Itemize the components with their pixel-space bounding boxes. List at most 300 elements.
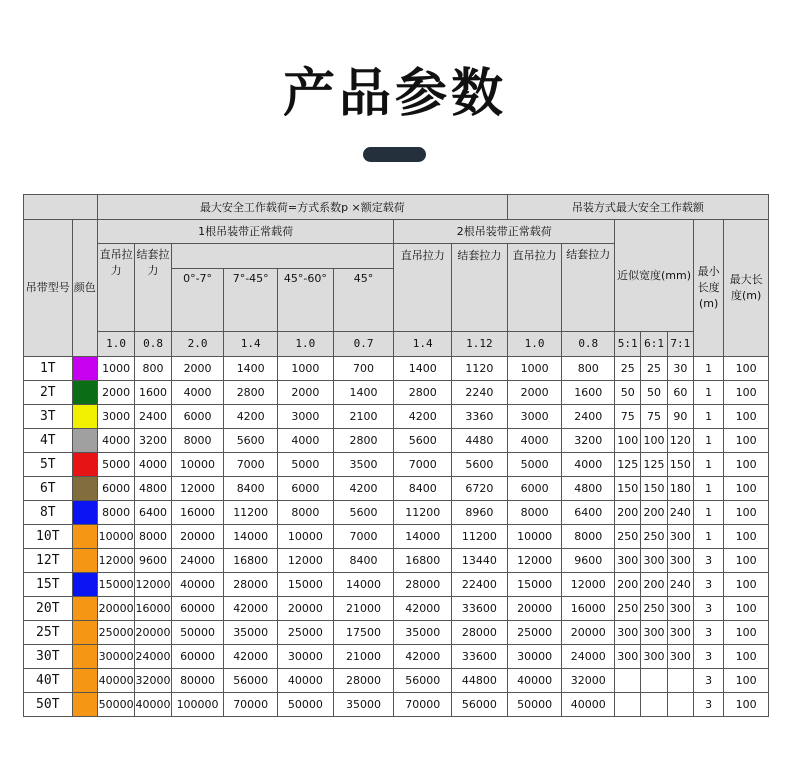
value-cell: 1 — [694, 452, 724, 476]
value-cell: 33600 — [452, 644, 508, 668]
value-cell: 240 — [667, 572, 693, 596]
value-cell: 21000 — [333, 596, 394, 620]
value-cell: 10000 — [97, 524, 134, 548]
value-cell: 8000 — [171, 428, 224, 452]
wll-formula-header: 最大安全工作载荷=方式系数p ×额定载荷 — [97, 195, 507, 220]
value-cell: 2240 — [452, 380, 508, 404]
value-cell: 10000 — [278, 524, 334, 548]
value-cell: 50 — [615, 380, 641, 404]
straight-pull-header-2: 直吊拉力 — [394, 244, 452, 332]
color-swatch — [72, 404, 97, 428]
value-cell: 300 — [667, 644, 693, 668]
value-cell: 30 — [667, 356, 693, 380]
table-row — [24, 428, 769, 452]
choke-pull-header-1: 结套拉力 — [135, 244, 171, 332]
value-cell: 300 — [641, 644, 667, 668]
value-cell: 20000 — [507, 596, 562, 620]
value-cell: 25000 — [97, 620, 134, 644]
value-cell: 100 — [724, 380, 769, 404]
value-cell: 4000 — [507, 428, 562, 452]
angle-header-0-7: 0°-7° — [171, 268, 224, 331]
value-cell: 10000 — [507, 524, 562, 548]
value-cell: 1000 — [278, 356, 334, 380]
value-cell: 4000 — [97, 428, 134, 452]
value-cell: 2800 — [224, 380, 278, 404]
value-cell: 1 — [694, 356, 724, 380]
color-header: 颜色 — [72, 219, 97, 356]
value-cell: 44800 — [452, 668, 508, 692]
value-cell: 40000 — [507, 668, 562, 692]
double-sling-header: 2根吊装带正常载荷 — [394, 219, 615, 244]
ratio-cell: 7:1 — [667, 331, 693, 356]
value-cell: 200 — [641, 572, 667, 596]
table-row — [24, 452, 769, 476]
value-cell: 2100 — [333, 404, 394, 428]
factor-cell: 1.0 — [507, 331, 562, 356]
value-cell: 12000 — [135, 572, 171, 596]
value-cell: 12000 — [97, 548, 134, 572]
model-cell: 2T — [24, 380, 73, 404]
angle-header-45-60: 45°-60° — [278, 268, 334, 331]
value-cell: 300 — [667, 620, 693, 644]
value-cell: 16000 — [171, 500, 224, 524]
spec-table — [23, 194, 769, 717]
value-cell: 50000 — [278, 692, 334, 716]
value-cell: 20000 — [97, 596, 134, 620]
value-cell: 28000 — [394, 572, 452, 596]
value-cell: 9600 — [562, 548, 615, 572]
value-cell: 1 — [694, 380, 724, 404]
value-cell: 32000 — [562, 668, 615, 692]
wll-method-header: 吊装方式最大安全工作载额 — [507, 195, 768, 220]
value-cell: 3 — [694, 692, 724, 716]
value-cell: 1120 — [452, 356, 508, 380]
value-cell: 3000 — [278, 404, 334, 428]
value-cell: 40000 — [171, 572, 224, 596]
angle-header-45: 45° — [333, 268, 394, 331]
value-cell: 1 — [694, 428, 724, 452]
value-cell: 40000 — [97, 668, 134, 692]
factor-cell: 1.4 — [394, 331, 452, 356]
value-cell: 8400 — [333, 548, 394, 572]
color-swatch — [72, 644, 97, 668]
value-cell: 14000 — [394, 524, 452, 548]
factor-cell: 0.8 — [562, 331, 615, 356]
color-swatch — [72, 380, 97, 404]
value-cell: 1000 — [97, 356, 134, 380]
value-cell: 120 — [667, 428, 693, 452]
value-cell: 8400 — [394, 476, 452, 500]
value-cell: 12000 — [278, 548, 334, 572]
value-cell: 100 — [724, 356, 769, 380]
value-cell: 8400 — [224, 476, 278, 500]
value-cell: 3 — [694, 572, 724, 596]
factor-cell: 0.7 — [333, 331, 394, 356]
value-cell: 250 — [615, 596, 641, 620]
table-row — [24, 620, 769, 644]
value-cell: 800 — [135, 356, 171, 380]
value-cell: 8000 — [507, 500, 562, 524]
factor-cell: 1.4 — [224, 331, 278, 356]
color-swatch — [72, 572, 97, 596]
table-row — [24, 404, 769, 428]
value-cell: 28000 — [224, 572, 278, 596]
value-cell: 5000 — [97, 452, 134, 476]
value-cell: 6400 — [562, 500, 615, 524]
value-cell: 300 — [615, 644, 641, 668]
value-cell: 42000 — [394, 596, 452, 620]
value-cell: 33600 — [452, 596, 508, 620]
value-cell: 14000 — [224, 524, 278, 548]
value-cell: 150 — [641, 476, 667, 500]
factor-cell: 2.0 — [171, 331, 224, 356]
value-cell: 180 — [667, 476, 693, 500]
color-swatch — [72, 620, 97, 644]
value-cell: 25000 — [507, 620, 562, 644]
value-cell: 30000 — [278, 644, 334, 668]
model-cell: 4T — [24, 428, 73, 452]
value-cell: 100 — [724, 692, 769, 716]
value-cell: 250 — [615, 524, 641, 548]
value-cell: 13440 — [452, 548, 508, 572]
value-cell: 75 — [641, 404, 667, 428]
value-cell: 30000 — [97, 644, 134, 668]
value-cell: 16800 — [224, 548, 278, 572]
value-cell: 56000 — [224, 668, 278, 692]
value-cell: 8000 — [278, 500, 334, 524]
table-row — [24, 668, 769, 692]
value-cell — [615, 668, 641, 692]
value-cell: 24000 — [135, 644, 171, 668]
value-cell: 20000 — [278, 596, 334, 620]
value-cell: 11200 — [452, 524, 508, 548]
value-cell: 35000 — [333, 692, 394, 716]
value-cell: 17500 — [333, 620, 394, 644]
title-accent-bar — [363, 147, 426, 162]
color-swatch — [72, 356, 97, 380]
value-cell: 12000 — [562, 572, 615, 596]
value-cell: 6400 — [135, 500, 171, 524]
model-cell: 3T — [24, 404, 73, 428]
factor-cell: 1.12 — [452, 331, 508, 356]
value-cell: 250 — [641, 524, 667, 548]
value-cell: 15000 — [507, 572, 562, 596]
value-cell: 4200 — [224, 404, 278, 428]
value-cell: 2000 — [97, 380, 134, 404]
value-cell: 3 — [694, 644, 724, 668]
factor-cell: 1.0 — [97, 331, 134, 356]
value-cell: 100 — [615, 428, 641, 452]
value-cell — [641, 668, 667, 692]
max-length-header: 最大长度(m) — [724, 219, 769, 356]
table-row — [24, 572, 769, 596]
value-cell: 240 — [667, 500, 693, 524]
value-cell: 3200 — [562, 428, 615, 452]
factor-cell: 0.8 — [135, 331, 171, 356]
factor-cell: 1.0 — [278, 331, 334, 356]
straight-pull-header-1: 直吊拉力 — [97, 244, 134, 332]
value-cell: 250 — [641, 596, 667, 620]
table-row — [24, 596, 769, 620]
value-cell: 50000 — [97, 692, 134, 716]
corner-cell — [24, 195, 98, 220]
value-cell: 100 — [724, 644, 769, 668]
value-cell: 42000 — [224, 644, 278, 668]
value-cell: 800 — [562, 356, 615, 380]
value-cell: 40000 — [135, 692, 171, 716]
value-cell: 6000 — [278, 476, 334, 500]
value-cell: 300 — [667, 548, 693, 572]
value-cell: 42000 — [394, 644, 452, 668]
value-cell: 7000 — [224, 452, 278, 476]
value-cell: 4800 — [562, 476, 615, 500]
value-cell: 42000 — [224, 596, 278, 620]
page-title: 产品参数 — [282, 64, 507, 124]
ratio-cell: 5:1 — [615, 331, 641, 356]
value-cell: 2400 — [135, 404, 171, 428]
value-cell: 100 — [724, 476, 769, 500]
value-cell: 50000 — [171, 620, 224, 644]
table-row — [24, 476, 769, 500]
value-cell: 80000 — [171, 668, 224, 692]
value-cell: 11200 — [224, 500, 278, 524]
value-cell: 1 — [694, 500, 724, 524]
ratio-cell: 6:1 — [641, 331, 667, 356]
value-cell: 20000 — [135, 620, 171, 644]
model-cell: 25T — [24, 620, 73, 644]
value-cell: 6000 — [171, 404, 224, 428]
value-cell: 3 — [694, 596, 724, 620]
value-cell: 2000 — [507, 380, 562, 404]
model-cell: 30T — [24, 644, 73, 668]
value-cell: 200 — [615, 572, 641, 596]
model-cell: 10T — [24, 524, 73, 548]
value-cell: 9600 — [135, 548, 171, 572]
value-cell: 60000 — [171, 644, 224, 668]
value-cell: 300 — [667, 524, 693, 548]
value-cell: 24000 — [562, 644, 615, 668]
value-cell: 1400 — [394, 356, 452, 380]
value-cell: 1400 — [224, 356, 278, 380]
table-row — [24, 692, 769, 716]
table-row — [24, 500, 769, 524]
value-cell: 5600 — [333, 500, 394, 524]
value-cell: 5000 — [278, 452, 334, 476]
value-cell: 12000 — [171, 476, 224, 500]
value-cell: 100 — [724, 404, 769, 428]
value-cell: 6000 — [507, 476, 562, 500]
value-cell: 3500 — [333, 452, 394, 476]
color-swatch — [72, 452, 97, 476]
value-cell: 100 — [641, 428, 667, 452]
value-cell: 200 — [615, 500, 641, 524]
table-row — [24, 548, 769, 572]
value-cell: 3360 — [452, 404, 508, 428]
model-cell: 8T — [24, 500, 73, 524]
value-cell: 8000 — [562, 524, 615, 548]
value-cell: 100 — [724, 452, 769, 476]
value-cell: 56000 — [452, 692, 508, 716]
value-cell: 5600 — [452, 452, 508, 476]
value-cell: 7000 — [333, 524, 394, 548]
choke-pull-header-3: 结套拉力 — [562, 244, 615, 332]
value-cell: 3 — [694, 668, 724, 692]
value-cell: 24000 — [171, 548, 224, 572]
value-cell: 3 — [694, 620, 724, 644]
single-sling-header: 1根吊装带正常载荷 — [97, 219, 394, 244]
model-cell: 50T — [24, 692, 73, 716]
color-swatch — [72, 548, 97, 572]
value-cell: 28000 — [452, 620, 508, 644]
value-cell: 25 — [615, 356, 641, 380]
value-cell: 4200 — [394, 404, 452, 428]
value-cell: 1600 — [562, 380, 615, 404]
value-cell: 25000 — [278, 620, 334, 644]
value-cell: 56000 — [394, 668, 452, 692]
value-cell: 2800 — [394, 380, 452, 404]
value-cell — [667, 668, 693, 692]
value-cell: 60000 — [171, 596, 224, 620]
value-cell: 6000 — [97, 476, 134, 500]
value-cell: 125 — [641, 452, 667, 476]
value-cell: 2000 — [171, 356, 224, 380]
value-cell: 16000 — [562, 596, 615, 620]
angle-group-header — [171, 244, 394, 269]
model-cell: 12T — [24, 548, 73, 572]
model-cell: 6T — [24, 476, 73, 500]
value-cell: 4000 — [135, 452, 171, 476]
color-swatch — [72, 692, 97, 716]
table-row — [24, 524, 769, 548]
value-cell: 100 — [724, 596, 769, 620]
spec-table-body — [24, 356, 769, 716]
value-cell: 35000 — [224, 620, 278, 644]
color-swatch — [72, 524, 97, 548]
value-cell: 100 — [724, 620, 769, 644]
table-row — [24, 644, 769, 668]
color-swatch — [72, 476, 97, 500]
value-cell: 5600 — [394, 428, 452, 452]
value-cell: 21000 — [333, 644, 394, 668]
table-row — [24, 380, 769, 404]
table-row — [24, 356, 769, 380]
model-cell: 15T — [24, 572, 73, 596]
value-cell: 2400 — [562, 404, 615, 428]
value-cell: 8000 — [97, 500, 134, 524]
straight-pull-header-3: 直吊拉力 — [507, 244, 562, 332]
value-cell: 50 — [641, 380, 667, 404]
value-cell: 28000 — [333, 668, 394, 692]
color-swatch — [72, 596, 97, 620]
value-cell: 300 — [615, 620, 641, 644]
value-cell: 20000 — [171, 524, 224, 548]
model-cell: 1T — [24, 356, 73, 380]
color-swatch — [72, 500, 97, 524]
model-cell: 40T — [24, 668, 73, 692]
value-cell — [641, 692, 667, 716]
value-cell: 75 — [615, 404, 641, 428]
value-cell: 100 — [724, 428, 769, 452]
value-cell: 8000 — [135, 524, 171, 548]
value-cell: 5600 — [224, 428, 278, 452]
value-cell: 15000 — [97, 572, 134, 596]
angle-header-7-45: 7°-45° — [224, 268, 278, 331]
value-cell: 40000 — [278, 668, 334, 692]
value-cell: 50000 — [507, 692, 562, 716]
color-swatch — [72, 428, 97, 452]
value-cell: 1 — [694, 524, 724, 548]
value-cell: 200 — [641, 500, 667, 524]
value-cell: 32000 — [135, 668, 171, 692]
value-cell: 300 — [641, 620, 667, 644]
value-cell: 1 — [694, 476, 724, 500]
value-cell: 4000 — [562, 452, 615, 476]
color-swatch — [72, 668, 97, 692]
value-cell: 12000 — [507, 548, 562, 572]
value-cell: 300 — [641, 548, 667, 572]
value-cell: 11200 — [394, 500, 452, 524]
value-cell: 100 — [724, 548, 769, 572]
value-cell: 100000 — [171, 692, 224, 716]
value-cell: 100 — [724, 572, 769, 596]
value-cell: 4480 — [452, 428, 508, 452]
value-cell: 4000 — [171, 380, 224, 404]
value-cell: 8960 — [452, 500, 508, 524]
value-cell: 40000 — [562, 692, 615, 716]
value-cell: 16000 — [135, 596, 171, 620]
value-cell: 22400 — [452, 572, 508, 596]
value-cell: 25 — [641, 356, 667, 380]
value-cell: 14000 — [333, 572, 394, 596]
value-cell: 700 — [333, 356, 394, 380]
value-cell: 60 — [667, 380, 693, 404]
choke-pull-header-2: 结套拉力 — [452, 244, 508, 332]
value-cell: 2000 — [278, 380, 334, 404]
value-cell: 300 — [667, 596, 693, 620]
value-cell: 1000 — [507, 356, 562, 380]
value-cell: 3200 — [135, 428, 171, 452]
value-cell: 100 — [724, 668, 769, 692]
value-cell: 300 — [615, 548, 641, 572]
value-cell: 150 — [667, 452, 693, 476]
value-cell — [667, 692, 693, 716]
value-cell: 2800 — [333, 428, 394, 452]
value-cell: 4000 — [278, 428, 334, 452]
value-cell: 35000 — [394, 620, 452, 644]
value-cell: 125 — [615, 452, 641, 476]
value-cell: 20000 — [562, 620, 615, 644]
value-cell: 4200 — [333, 476, 394, 500]
value-cell: 1600 — [135, 380, 171, 404]
value-cell: 1 — [694, 404, 724, 428]
value-cell: 70000 — [394, 692, 452, 716]
value-cell: 7000 — [394, 452, 452, 476]
min-length-header: 最小长度(m) — [694, 219, 724, 356]
model-cell: 20T — [24, 596, 73, 620]
value-cell: 3 — [694, 548, 724, 572]
model-cell: 5T — [24, 452, 73, 476]
value-cell: 16800 — [394, 548, 452, 572]
value-cell: 1400 — [333, 380, 394, 404]
value-cell: 3000 — [97, 404, 134, 428]
approx-width-header: 近似宽度(mm) — [615, 219, 694, 331]
value-cell: 90 — [667, 404, 693, 428]
value-cell: 6720 — [452, 476, 508, 500]
value-cell — [615, 692, 641, 716]
value-cell: 3000 — [507, 404, 562, 428]
value-cell: 150 — [615, 476, 641, 500]
value-cell: 15000 — [278, 572, 334, 596]
